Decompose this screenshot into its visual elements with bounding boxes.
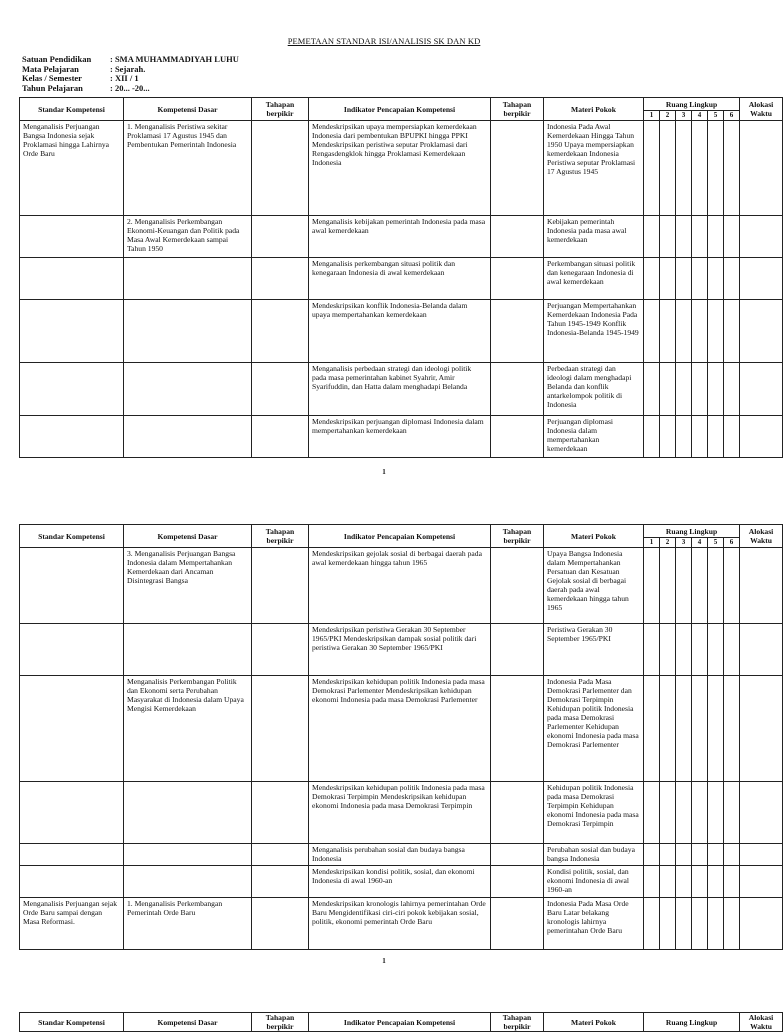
cell-standar-kompetensi [20,844,124,866]
cell-tahapan-berpikir [252,844,309,866]
cell-alokasi-waktu [740,844,783,866]
cell-ruang-lingkup-5 [708,676,724,782]
cell-kompetensi-dasar [124,416,252,458]
ruang-col-6: 6 [724,538,740,548]
ruang-col-2: 2 [660,538,676,548]
meta-label: Kelas / Semester [22,73,82,84]
cell-materi-pokok: Perbedaan strategi dan ideologi dalam menghadapi Belanda dan konflik antarkelompok politik di Indonesia [544,363,644,416]
cell-indikator: Mendeskripsikan perjuangan diplomasi Indonesia dalam mempertahankan kemerdekaan [309,416,491,458]
cell-tahapan-berpikir-2 [491,898,544,950]
ruang-col-4: 4 [692,538,708,548]
cell-indikator: Menganalisis perubahan sosial dan budaya bangsa Indonesia [309,844,491,866]
cell-ruang-lingkup-2 [660,258,676,300]
cell-tahapan-berpikir [252,866,309,898]
cell-alokasi-waktu [740,676,783,782]
header-ruang-lingkup: Ruang Lingkup [644,98,740,111]
cell-tahapan-berpikir-2 [491,624,544,676]
header-standar-kompetensi: Standar Kompetensi [20,98,124,121]
table-row [20,258,783,300]
cell-ruang-lingkup-5 [708,416,724,458]
table-row [20,624,783,676]
cell-tahapan-berpikir [252,548,309,624]
cell-indikator: Menganalisis kebijakan pemerintah Indonesia pada masa awal kemerdekaan [309,216,491,258]
cell-ruang-lingkup-6 [724,676,740,782]
cell-standar-kompetensi [20,216,124,258]
cell-tahapan-berpikir-2 [491,121,544,216]
header-indikator: Indikator Pencapaian Kompetensi [309,1013,491,1032]
cell-ruang-lingkup-5 [708,624,724,676]
document-title: PEMETAAN STANDAR ISI/ANALISIS SK DAN KD [287,36,481,46]
table-body [20,548,783,950]
cell-ruang-lingkup-2 [660,121,676,216]
cell-ruang-lingkup-4 [692,676,708,782]
header-materi-pokok: Materi Pokok [544,1013,644,1032]
cell-materi-pokok: Kondisi politik, sosial, dan ekonomi Indonesia di awal 1960-an [544,866,644,898]
cell-standar-kompetensi [20,300,124,363]
cell-ruang-lingkup-1 [644,866,660,898]
header-ruang-lingkup: Ruang Lingkup [644,525,740,538]
header-materi-pokok: Materi Pokok [544,98,644,121]
cell-standar-kompetensi [20,363,124,416]
header-indikator: Indikator Pencapaian Kompetensi [309,98,491,121]
cell-ruang-lingkup-5 [708,898,724,950]
cell-ruang-lingkup-5 [708,548,724,624]
ruang-col-3: 3 [676,538,692,548]
competency-table-page-2 [19,524,783,950]
cell-ruang-lingkup-3 [676,216,692,258]
cell-ruang-lingkup-2 [660,676,676,782]
table-row [20,548,783,624]
cell-tahapan-berpikir-2 [491,258,544,300]
meta-row [22,84,239,94]
cell-ruang-lingkup-3 [676,416,692,458]
cell-ruang-lingkup-1 [644,216,660,258]
cell-ruang-lingkup-4 [692,121,708,216]
cell-kompetensi-dasar: Menganalisis Perkembangan Politik dan Ekonomi serta Perubahan Masyarakat di Indonesia dalam Upaya Mengisi Kemerdekaan [124,676,252,782]
cell-ruang-lingkup-4 [692,866,708,898]
cell-alokasi-waktu [740,416,783,458]
cell-materi-pokok: Peristiwa Gerakan 30 September 1965/PKI [544,624,644,676]
cell-alokasi-waktu [740,363,783,416]
ruang-col-6: 6 [724,111,740,121]
header-kompetensi-dasar: Kompetensi Dasar [124,98,252,121]
competency-table-page-1 [19,97,783,458]
cell-tahapan-berpikir [252,216,309,258]
cell-tahapan-berpikir-2 [491,416,544,458]
cell-indikator: Menganalisis perbedaan strategi dan ideologi politik pada masa pemerintahan kabinet Syahrir, Amir Syarifuddin, dan Hatta dalam menghadapi Belanda [309,363,491,416]
cell-alokasi-waktu [740,898,783,950]
header-alokasi-waktu: Alokasi Waktu [740,1013,783,1032]
cell-ruang-lingkup-1 [644,676,660,782]
cell-ruang-lingkup-4 [692,548,708,624]
cell-ruang-lingkup-6 [724,416,740,458]
cell-materi-pokok: Upaya Bangsa Indonesia dalam Mempertahankan Persatuan dan Kesatuan Gejolak sosial di berbagai daerah pada awal kemerdekaan hingga tahun 1965 [544,548,644,624]
document-meta [22,55,239,93]
cell-alokasi-waktu [740,300,783,363]
table-row [20,866,783,898]
cell-tahapan-berpikir [252,121,309,216]
cell-ruang-lingkup-3 [676,548,692,624]
meta-value: : SMA MUHAMMADIYAH LUHU [110,54,239,64]
cell-alokasi-waktu [740,121,783,216]
cell-ruang-lingkup-6 [724,121,740,216]
cell-tahapan-berpikir-2 [491,363,544,416]
cell-tahapan-berpikir-2 [491,548,544,624]
cell-materi-pokok: Indonesia Pada Masa Orde Baru Latar belakang kronologis lahirnya pemerintahan Orde Baru [544,898,644,950]
cell-indikator: Mendeskripsikan upaya mempersiapkan kemerdekaan Indonesia dari pembentukan BPUPKI hingga PPKI Mendeskripsikan peristiwa seputar Proklamasi dari Rengasdengklok hingga Proklamasi Kemerdekaan Indonesia [309,121,491,216]
ruang-col-3: 3 [676,111,692,121]
cell-ruang-lingkup-3 [676,300,692,363]
cell-ruang-lingkup-5 [708,866,724,898]
cell-ruang-lingkup-4 [692,216,708,258]
cell-ruang-lingkup-5 [708,782,724,844]
cell-ruang-lingkup-5 [708,300,724,363]
header-indikator: Indikator Pencapaian Kompetensi [309,525,491,548]
cell-alokasi-waktu [740,216,783,258]
ruang-col-5: 5 [708,538,724,548]
header-materi-pokok: Materi Pokok [544,525,644,548]
cell-kompetensi-dasar [124,363,252,416]
cell-alokasi-waktu [740,258,783,300]
meta-label: Satuan Pendidikan [22,54,92,64]
cell-ruang-lingkup-5 [708,363,724,416]
table-row [20,676,783,782]
cell-alokasi-waktu [740,782,783,844]
table-row [20,121,783,216]
cell-tahapan-berpikir [252,624,309,676]
header-alokasi-waktu: Alokasi Waktu [740,525,783,548]
header-tahapan-berpikir-2: Tahapan berpikir [491,525,544,548]
cell-indikator: Mendeskripsikan gejolak sosial di berbagai daerah pada awal kemerdekaan hingga tahun 1965 [309,548,491,624]
header-tahapan-berpikir: Tahapan berpikir [252,1013,309,1032]
cell-tahapan-berpikir-2 [491,676,544,782]
cell-tahapan-berpikir [252,363,309,416]
table-row [20,363,783,416]
header-alokasi-waktu: Alokasi Waktu [740,98,783,121]
cell-ruang-lingkup-6 [724,548,740,624]
cell-indikator: Mendeskripsikan kronologis lahirnya pemerintahan Orde Baru Mengidentifikasi ciri-ciri pokok kebijakan sosial, politik, ekonomi pemerintah Orde Baru [309,898,491,950]
table-row [20,844,783,866]
cell-ruang-lingkup-6 [724,624,740,676]
cell-tahapan-berpikir [252,782,309,844]
cell-kompetensi-dasar [124,782,252,844]
cell-ruang-lingkup-3 [676,866,692,898]
cell-ruang-lingkup-1 [644,844,660,866]
cell-kompetensi-dasar [124,300,252,363]
cell-materi-pokok: Perjuangan Mempertahankan Kemerdekaan Indonesia Pada Tahun 1945-1949 Konflik Indonesia-Belanda 1945-1949 [544,300,644,363]
ruang-col-5: 5 [708,111,724,121]
cell-tahapan-berpikir [252,258,309,300]
cell-ruang-lingkup-6 [724,258,740,300]
cell-ruang-lingkup-3 [676,121,692,216]
header-tahapan-berpikir: Tahapan berpikir [252,98,309,121]
cell-ruang-lingkup-3 [676,676,692,782]
cell-ruang-lingkup-2 [660,866,676,898]
meta-value: : 20... -20... [110,82,150,93]
cell-ruang-lingkup-5 [708,258,724,300]
cell-ruang-lingkup-3 [676,782,692,844]
meta-value: : Sejarah. [110,63,146,74]
ruang-col-2: 2 [660,111,676,121]
cell-ruang-lingkup-1 [644,121,660,216]
cell-ruang-lingkup-4 [692,258,708,300]
cell-standar-kompetensi [20,258,124,300]
cell-tahapan-berpikir-2 [491,216,544,258]
cell-ruang-lingkup-2 [660,782,676,844]
cell-indikator: Mendeskripsikan kehidupan politik Indonesia pada masa Demokrasi Terpimpin Mendeskripsikan kehidupan ekonomi Indonesia pada masa Demokrasi Terpimpin [309,782,491,844]
cell-ruang-lingkup-1 [644,258,660,300]
table-row [20,216,783,258]
cell-alokasi-waktu [740,866,783,898]
cell-ruang-lingkup-2 [660,548,676,624]
cell-ruang-lingkup-1 [644,624,660,676]
competency-table-page-3 [19,1012,783,1032]
cell-ruang-lingkup-4 [692,416,708,458]
header-standar-kompetensi: Standar Kompetensi [20,1013,124,1032]
cell-materi-pokok: Indonesia Pada Masa Demokrasi Parlementer dan Demokrasi Terpimpin Kehidupan politik Indonesia pada masa Demokrasi Parlementer Kehidupan ekonomi Indonesia pada masa Demokrasi Parlementer [544,676,644,782]
cell-ruang-lingkup-3 [676,258,692,300]
table-row [20,300,783,363]
cell-ruang-lingkup-5 [708,844,724,866]
meta-value: : XII / 1 [110,73,139,84]
header-kompetensi-dasar: Kompetensi Dasar [124,525,252,548]
cell-kompetensi-dasar [124,258,252,300]
cell-indikator: Menganalisis perkembangan situasi politik dan kenegaraan Indonesia di awal kemerdekaan [309,258,491,300]
cell-standar-kompetensi: Menganalisis Perjuangan Bangsa Indonesia sejak Proklamasi hingga Lahirnya Orde Baru [20,121,124,216]
cell-standar-kompetensi: Menganalisis Perjuangan sejak Orde Baru sampai dengan Masa Reformasi. [20,898,124,950]
cell-ruang-lingkup-4 [692,624,708,676]
cell-ruang-lingkup-3 [676,624,692,676]
cell-kompetensi-dasar: 2. Menganalisis Perkembangan Ekonomi-Keuangan dan Politik pada Masa Awal Kemerdekaan sampai Tahun 1950 [124,216,252,258]
cell-ruang-lingkup-4 [692,898,708,950]
cell-ruang-lingkup-6 [724,782,740,844]
cell-kompetensi-dasar [124,624,252,676]
cell-materi-pokok: Perubahan sosial dan budaya bangsa Indonesia [544,844,644,866]
cell-ruang-lingkup-1 [644,548,660,624]
cell-indikator: Mendeskripsikan kehidupan politik Indonesia pada masa Demokrasi Parlementer Mendeskripsikan kehidupan ekonomi Indonesia pada masa Demokrasi Parlementer [309,676,491,782]
cell-indikator: Mendeskripsikan kondisi politik, sosial, dan ekonomi Indonesia di awal 1960-an [309,866,491,898]
cell-materi-pokok: Perjuangan diplomasi Indonesia dalam mempertahankan kemerdekaan [544,416,644,458]
cell-ruang-lingkup-1 [644,300,660,363]
cell-ruang-lingkup-6 [724,844,740,866]
cell-kompetensi-dasar: 1. Menganalisis Peristiwa sekitar Proklamasi 17 Agustus 1945 dan Pembentukan Pemerintah Indonesia [124,121,252,216]
cell-kompetensi-dasar: 3. Menganalisis Perjuangan Bangsa Indonesia dalam Mempertahankan Kemerdekaan dari Ancaman Disintegrasi Bangsa [124,548,252,624]
table-row [20,782,783,844]
cell-ruang-lingkup-2 [660,363,676,416]
cell-ruang-lingkup-1 [644,363,660,416]
cell-materi-pokok: Perkembangan situasi politik dan kenegaraan Indonesia di awal kemerdekaan [544,258,644,300]
cell-standar-kompetensi [20,624,124,676]
page-number: 1 [382,957,386,965]
cell-tahapan-berpikir [252,898,309,950]
meta-label: Mata Pelajaran [22,63,79,74]
cell-ruang-lingkup-1 [644,416,660,458]
cell-ruang-lingkup-1 [644,898,660,950]
page-number: 1 [382,468,386,476]
cell-ruang-lingkup-3 [676,363,692,416]
cell-standar-kompetensi [20,782,124,844]
table-row [20,416,783,458]
cell-standar-kompetensi [20,548,124,624]
header-ruang-lingkup: Ruang Lingkup [644,1013,740,1032]
ruang-col-4: 4 [692,111,708,121]
cell-indikator: Mendeskripsikan peristiwa Gerakan 30 September 1965/PKI Mendeskripsikan dampak sosial politik dari peristiwa Gerakan 30 September 1965/PKI [309,624,491,676]
table-row [20,898,783,950]
cell-tahapan-berpikir-2 [491,844,544,866]
cell-ruang-lingkup-6 [724,300,740,363]
cell-kompetensi-dasar [124,866,252,898]
cell-standar-kompetensi [20,416,124,458]
cell-tahapan-berpikir-2 [491,866,544,898]
ruang-col-1: 1 [644,538,660,548]
cell-ruang-lingkup-3 [676,898,692,950]
cell-tahapan-berpikir [252,300,309,363]
cell-ruang-lingkup-6 [724,216,740,258]
cell-indikator: Mendeskripsikan konflik Indonesia-Belanda dalam upaya mempertahankan kemerdekaan [309,300,491,363]
cell-materi-pokok: Indonesia Pada Awal Kemerdekaan Hingga Tahun 1950 Upaya mempersiapkan kemerdekaan Indonesia Peristiwa seputar Proklamasi 17 Agustus 1945 [544,121,644,216]
header-tahapan-berpikir-2: Tahapan berpikir [491,1013,544,1032]
cell-tahapan-berpikir-2 [491,300,544,363]
cell-ruang-lingkup-2 [660,300,676,363]
cell-ruang-lingkup-6 [724,866,740,898]
cell-ruang-lingkup-1 [644,782,660,844]
cell-ruang-lingkup-5 [708,216,724,258]
cell-ruang-lingkup-4 [692,363,708,416]
header-tahapan-berpikir-2: Tahapan berpikir [491,98,544,121]
header-tahapan-berpikir: Tahapan berpikir [252,525,309,548]
ruang-col-1: 1 [644,111,660,121]
cell-alokasi-waktu [740,624,783,676]
cell-ruang-lingkup-3 [676,844,692,866]
cell-standar-kompetensi [20,676,124,782]
header-standar-kompetensi: Standar Kompetensi [20,525,124,548]
cell-ruang-lingkup-6 [724,363,740,416]
cell-tahapan-berpikir [252,676,309,782]
cell-ruang-lingkup-4 [692,782,708,844]
cell-ruang-lingkup-4 [692,300,708,363]
meta-label: Tahun Pelajaran [22,82,83,93]
cell-materi-pokok: Kebijakan pemerintah Indonesia pada masa awal kemerdekaan [544,216,644,258]
cell-ruang-lingkup-4 [692,844,708,866]
cell-ruang-lingkup-6 [724,898,740,950]
cell-ruang-lingkup-2 [660,416,676,458]
cell-kompetensi-dasar: 1. Menganalisis Perkembangan Pemerintah Orde Baru [124,898,252,950]
cell-standar-kompetensi [20,866,124,898]
cell-tahapan-berpikir-2 [491,782,544,844]
table-body [20,121,783,458]
cell-alokasi-waktu [740,548,783,624]
cell-ruang-lingkup-5 [708,121,724,216]
cell-ruang-lingkup-2 [660,898,676,950]
cell-ruang-lingkup-2 [660,844,676,866]
cell-materi-pokok: Kehidupan politik Indonesia pada masa Demokrasi Terpimpin Kehidupan ekonomi Indonesia pada masa Demokrasi Terpimpin [544,782,644,844]
header-kompetensi-dasar: Kompetensi Dasar [124,1013,252,1032]
cell-tahapan-berpikir [252,416,309,458]
cell-ruang-lingkup-2 [660,624,676,676]
cell-kompetensi-dasar [124,844,252,866]
cell-ruang-lingkup-2 [660,216,676,258]
